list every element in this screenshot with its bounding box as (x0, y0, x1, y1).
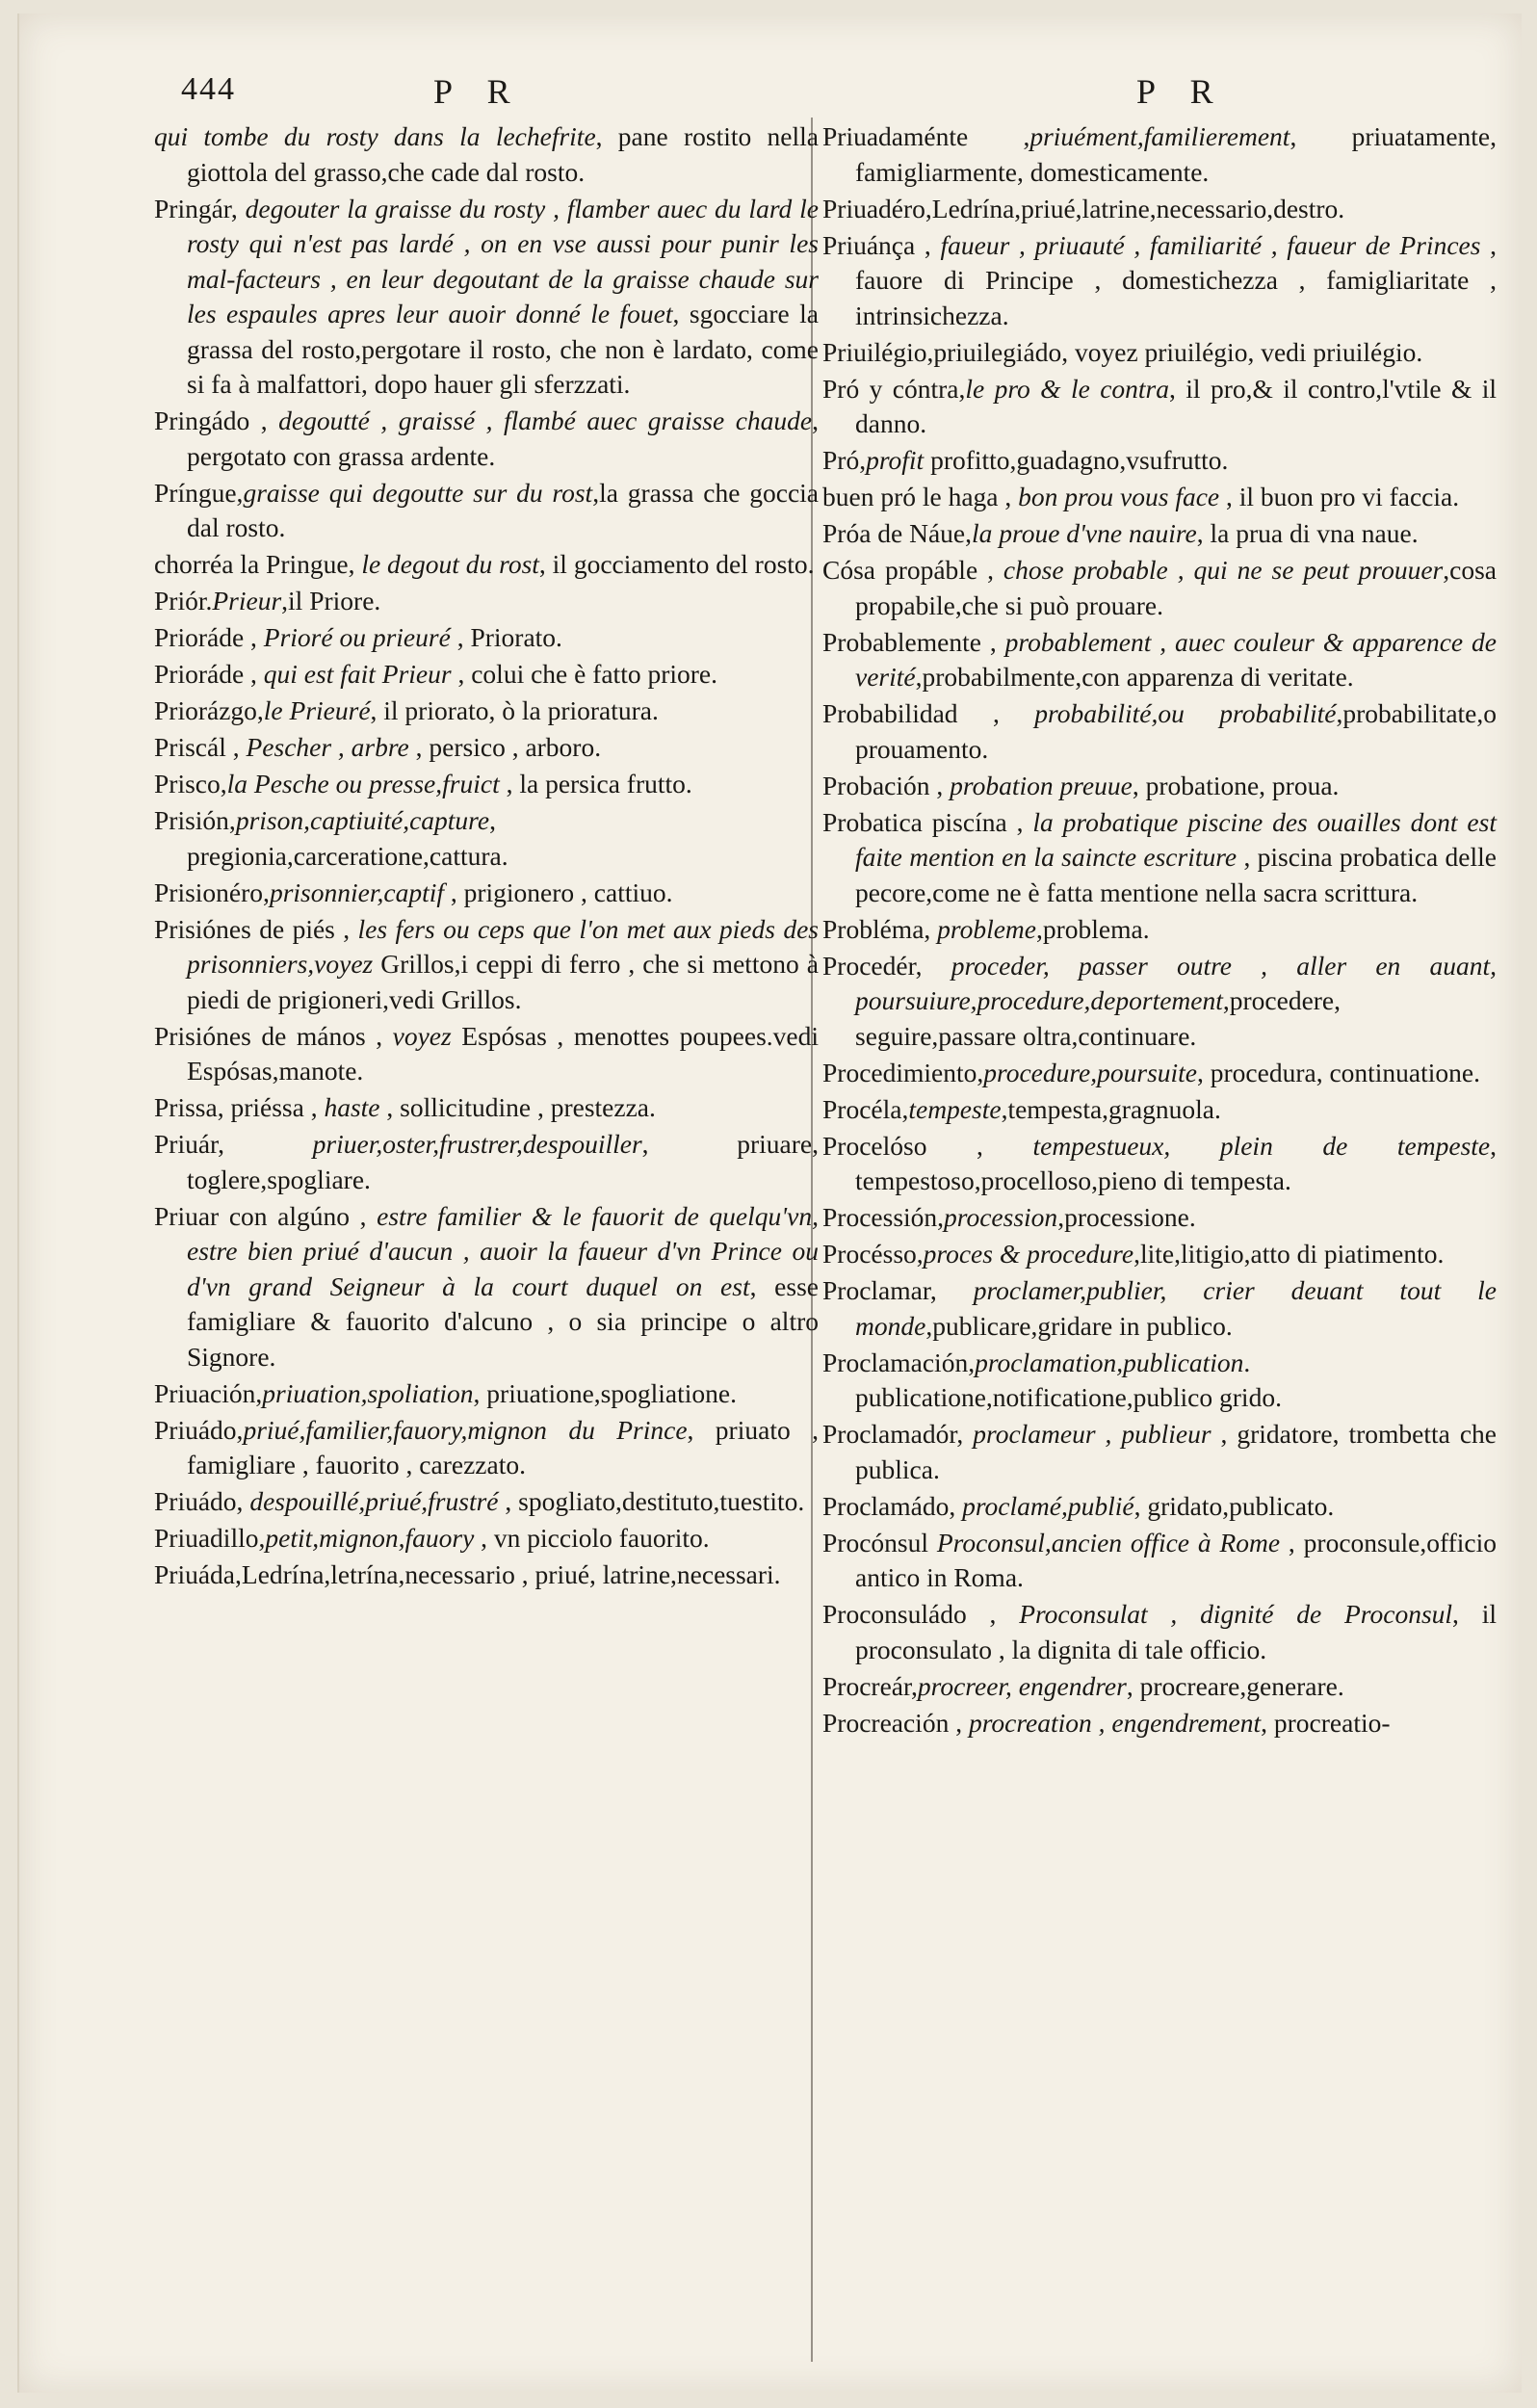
dictionary-entry (154, 584, 819, 619)
italian-gloss: , prigionero , cattiuo. (443, 877, 673, 907)
dictionary-entry (154, 1376, 819, 1412)
dictionary-entry (154, 1019, 819, 1089)
dictionary-entry (154, 1484, 819, 1520)
dictionary-entry (154, 1199, 819, 1375)
dictionary-entry (822, 1129, 1497, 1199)
headword: buen pró le haga , (822, 482, 1012, 511)
dictionary-entry (822, 1200, 1497, 1236)
french-gloss: proclameur , publieur (963, 1419, 1211, 1449)
italian-gloss: ,probabilitate,o prouamento. (855, 698, 1497, 764)
headword: Procedér, (822, 950, 923, 981)
italian-gloss: ,processione. (1057, 1202, 1196, 1232)
dictionary-entry (822, 1346, 1497, 1416)
french-gloss: bon prou vous face (1011, 482, 1220, 511)
italian-gloss: , il buon pro vi faccia. (1219, 482, 1460, 511)
dictionary-entry (154, 876, 819, 911)
dictionary-entry (822, 769, 1497, 804)
italian-gloss: profitto,guadagno,vsufrutto. (924, 445, 1229, 475)
italian-gloss: , colui che è fatto priore. (451, 659, 718, 689)
left-column (154, 119, 819, 1594)
italian-gloss: ,il Priore. (281, 586, 381, 615)
headword: Pró, (822, 445, 867, 475)
headword: Priuádo, (154, 1486, 244, 1516)
dictionary-entry (822, 443, 1497, 479)
italian-gloss: , esse famigliare & fauorito d'alcuno , o sia principe o altro Signore. (187, 1270, 819, 1372)
italian-gloss: ,problema. (1036, 913, 1150, 944)
french-gloss: qui est fait Prieur (256, 659, 452, 689)
italian-gloss: ,cosa propabile,che si può prouare. (855, 555, 1497, 620)
dictionary-entry (154, 1521, 819, 1557)
page-header (19, 64, 1522, 121)
italian-gloss: ,procedere, seguire,passare oltra,continuare. (855, 985, 1342, 1051)
headword: Priuar con algúno , (154, 1200, 367, 1231)
italian-gloss: , vn picciolo fauorito. (474, 1523, 710, 1553)
italian-gloss: ,publicare,gridare in publico. (925, 1310, 1233, 1341)
dictionary-entry (822, 625, 1497, 695)
headword: Priorázgo, (154, 695, 264, 725)
french-gloss: tempestueux, plein de tempeste (982, 1130, 1491, 1161)
dictionary-entry (154, 404, 819, 474)
french-gloss: petit,mignon,fauory (265, 1523, 475, 1553)
headword: Procreár, (822, 1670, 918, 1701)
headword: Procésso, (822, 1239, 924, 1269)
french-gloss: la probatique piscine des ouailles dont est faite mention en la saincte escriture (855, 806, 1497, 872)
dictionary-entry (154, 1557, 819, 1593)
headword: Probabilidad , (822, 698, 1000, 728)
italian-gloss: , procedura, continuatione. (1197, 1057, 1481, 1087)
italian-gloss: , procreatio- (1261, 1707, 1391, 1738)
dictionary-entry (822, 1669, 1497, 1705)
french-gloss: priuer,oster,frustrer,despouiller (223, 1129, 642, 1159)
headword: Priuación, (154, 1377, 263, 1408)
italian-gloss: , pane rostito nella giottola del grasso,che cade dal rosto. (187, 121, 819, 187)
italian-gloss: Espósas , menottes poupees.vedi Espósas,manote. (187, 1020, 820, 1086)
french-gloss: proceder, passer outre , aller en auant, poursuiure,procedure,deportement (855, 950, 1497, 1015)
french-gloss: priué,familier,fauory,mignon du Prince (243, 1414, 688, 1445)
headword: Prissa, priéssa , (154, 1092, 318, 1122)
running-head-right: P R (1136, 72, 1227, 111)
italian-gloss: Grillos,i ceppi di ferro , che si mettono à piedi de prigioneri,vedi Grillos. (187, 949, 819, 1014)
dictionary-entry (822, 192, 1497, 227)
headword: Probléma, (822, 913, 931, 944)
italian-gloss: , procreare,generare. (1126, 1670, 1344, 1701)
french-gloss: procreer, engendrer (917, 1670, 1127, 1701)
italian-gloss: , proconsule,officio antico in Roma. (855, 1527, 1498, 1592)
dictionary-entry (822, 1056, 1497, 1091)
dictionary-entry (154, 1413, 819, 1483)
headword: Prioráde , (154, 659, 257, 689)
french-gloss: proces & procedure (923, 1239, 1134, 1269)
french-gloss: despouillé,priué,frustré (243, 1486, 499, 1516)
headword: Prisiónes de mános , (154, 1020, 383, 1051)
french-gloss: tempeste (908, 1093, 1002, 1124)
french-gloss: le Prieuré (263, 695, 371, 725)
dictionary-entry (822, 805, 1497, 911)
french-gloss: haste (317, 1092, 380, 1122)
headword: Priuilégio, (822, 336, 934, 367)
dictionary-entry (154, 803, 819, 874)
french-gloss: la Pesche ou presse,fruict (226, 769, 500, 798)
italian-gloss: , il gocciamento del rosto. (538, 549, 815, 579)
french-gloss: qui tombe du rosty dans la lechefrite (154, 121, 596, 151)
french-gloss: probleme (930, 913, 1036, 944)
italian-gloss: . publicatione,notificatione,publico grido. (855, 1347, 1282, 1412)
dictionary-entry (822, 912, 1497, 948)
dictionary-entry (822, 516, 1497, 552)
headword: Priscál , (154, 732, 240, 762)
headword: Procedimiento, (822, 1057, 984, 1087)
italian-gloss: priuilegiádo, voyez priuilégio, vedi priuilégio. (933, 336, 1423, 367)
french-gloss: probation preuue (943, 770, 1133, 800)
dictionary-entry (154, 547, 819, 583)
headword: Priór. (154, 586, 213, 615)
dictionary-entry (154, 119, 819, 190)
headword: Prisco, (154, 769, 227, 798)
italian-gloss: , sollicitudine , prestezza. (379, 1092, 656, 1122)
dictionary-entry (154, 694, 819, 729)
dictionary-entry (822, 696, 1497, 767)
french-gloss: proclamation,publication (975, 1347, 1244, 1377)
dictionary-entry (154, 1090, 819, 1126)
italian-gloss: , piscina probatica delle pecore,come ne è fatta mentione nella sacra scrittura. (855, 842, 1497, 907)
french-gloss: procreation , engendrement (962, 1707, 1262, 1738)
italian-gloss: Ledrína,letrína,necessario , priué, latrine,necessari. (241, 1559, 781, 1589)
italian-gloss: ,lite,litigio,atto di piatimento. (1133, 1239, 1445, 1269)
headword: Prisión, (154, 805, 236, 835)
french-gloss: proclamé,publié (955, 1490, 1134, 1521)
italian-gloss: , il priorato, ò la prioratura. (370, 695, 659, 725)
french-gloss: le pro & le contra (965, 373, 1169, 404)
italian-gloss: , persico , arboro. (408, 732, 602, 762)
italian-gloss: ,la grassa che goccia dal rosto. (187, 477, 819, 542)
headword: Próa de Náue, (822, 518, 973, 548)
headword: Proconsuládo , (822, 1599, 997, 1629)
headword: Prioráde , (154, 622, 257, 652)
headword: Priuár, (154, 1129, 224, 1159)
headword: chorréa la Pringue, (154, 549, 355, 579)
french-gloss: prison,captiuité,capture (235, 805, 490, 835)
dictionary-entry (822, 553, 1497, 623)
italian-gloss: , priuatione,spogliatione. (473, 1377, 737, 1408)
headword: Priuáda, (154, 1559, 242, 1589)
dictionary-entry (822, 480, 1497, 515)
headword: Priuádo, (154, 1414, 244, 1445)
headword: Príngue, (154, 477, 244, 508)
dictionary-entry (822, 1237, 1497, 1272)
dictionary-entry (154, 767, 819, 802)
headword: Pringádo , (154, 406, 268, 435)
french-gloss: voyez (382, 1020, 452, 1051)
headword: Priuadillo, (154, 1523, 266, 1553)
dictionary-entry (822, 372, 1497, 442)
french-gloss: proclamer,publier, crier deuant tout le monde (855, 1275, 1497, 1341)
french-gloss: procession (944, 1202, 1058, 1232)
headword: Proclamación, (822, 1347, 976, 1377)
french-gloss: degouter la graisse du rosty , flamber auec du lard le rosty qui n'est pas lardé , on en vse aussi pour punir les mal-facteurs , en leur degoutant de la graisse chaude sur les espaules apres leur auoir donné le fouet (187, 193, 819, 328)
headword: Cósa propáble , (822, 555, 994, 585)
french-gloss: probablement , auec couleur & apparence de verité (855, 626, 1497, 692)
headword: Procreación , (822, 1707, 963, 1738)
dictionary-entry (154, 1127, 819, 1197)
italian-gloss: , il proconsulato , la dignita di tale officio. (855, 1599, 1498, 1664)
french-gloss: le degout du rost (354, 549, 539, 579)
headword: Processión, (822, 1202, 945, 1232)
italian-gloss: , pregionia,carceratione,cattura. (187, 805, 508, 871)
dictionary-entry (154, 912, 819, 1018)
headword: Prisiónes de piés , (154, 913, 351, 944)
italian-gloss: , priuare, toglere,spogliare. (187, 1129, 819, 1194)
dictionary-entry (822, 949, 1497, 1055)
headword: Probación , (822, 770, 944, 800)
italian-gloss: ,probabilmente,con apparenza di veritate. (915, 662, 1354, 692)
italian-gloss: , la persica frutto. (499, 769, 692, 798)
headword: Pringár, (154, 193, 238, 223)
italian-gloss: ,tempesta,gragnuola. (1001, 1093, 1221, 1124)
french-gloss: Proconsulat , dignité de Proconsul (996, 1599, 1453, 1629)
dictionary-entry (822, 335, 1497, 371)
french-gloss: priuation,spoliation (262, 1377, 474, 1408)
headword: Proclamadór, (822, 1419, 964, 1449)
dictionary-entry (154, 192, 819, 403)
dictionary-entry (822, 1417, 1497, 1487)
italian-gloss: , spogliato,destituto,tuestito. (498, 1486, 805, 1516)
dictionary-entry (822, 228, 1497, 334)
headword: Priuadéro, (822, 193, 932, 223)
italian-gloss: , probatione, proua. (1132, 770, 1340, 800)
italian-gloss: , pergotato con grassa ardente. (187, 406, 819, 471)
dictionary-entry (822, 1526, 1497, 1596)
dictionary-entry (822, 1706, 1497, 1741)
headword: Pró y cóntra, (822, 373, 966, 404)
italian-gloss: , priuatamente, famigliarmente, domesticamente. (855, 121, 1498, 187)
french-gloss: Pescher , arbre (239, 732, 409, 762)
italian-gloss: , Priorato. (450, 622, 562, 652)
french-gloss: profit (866, 445, 925, 475)
headword: Prisionéro, (154, 877, 270, 907)
dictionary-entry (822, 119, 1497, 190)
italian-gloss: , priuato , famigliare , fauorito , carezzato. (187, 1414, 819, 1479)
french-gloss: estre familier & le fauorit de quelqu'vn, estre bien priué d'aucun , auoir la faueur d'vn Prince ou d'vn grand Seigneur à la court duquel on est (187, 1200, 819, 1301)
italian-gloss: , gridatore, trombetta che publica. (855, 1419, 1497, 1484)
dictionary-entry (822, 1092, 1497, 1128)
french-gloss: Prioré ou prieuré (256, 622, 451, 652)
french-gloss: degoutté , graissé , flambé auec graisse chaude (267, 406, 813, 435)
french-gloss: graisse qui degoutte sur du rost (243, 477, 593, 508)
dictionary-entry (154, 730, 819, 766)
french-gloss: procedure,poursuite (983, 1057, 1198, 1087)
italian-gloss: , gridato,publicato. (1133, 1490, 1335, 1521)
italian-gloss: , tempestoso,procelloso,pieno di tempesta. (855, 1130, 1497, 1195)
headword: Priuadaménte , (822, 121, 1030, 151)
french-gloss: les fers ou ceps que l'on met aux pieds des prisonniers,voyez (187, 913, 819, 979)
running-head-left: P R (433, 72, 524, 111)
dictionary-entry (822, 1489, 1497, 1525)
italian-gloss: , la prua di vna naue. (1196, 518, 1419, 548)
headword: Procelóso , (822, 1130, 983, 1161)
dictionary-entry (822, 1597, 1497, 1667)
italian-gloss: , sgocciare la grassa del rosto,pergotare il rosto, che non è lardato, come si fa à malfattori, dopo hauer gli sferzzati. (187, 299, 820, 399)
headword: Procéla, (822, 1093, 909, 1124)
headword: Procónsul (822, 1527, 928, 1557)
dictionary-entry (154, 620, 819, 656)
dictionary-entry (154, 476, 819, 546)
french-gloss: Prieur (212, 586, 282, 615)
book-page (17, 13, 1522, 2393)
italian-gloss: Ledrína,priué,latrine,necessario,destro. (931, 193, 1345, 223)
french-gloss: probabilité,ou probabilité (999, 698, 1337, 728)
headword: Proclamar, (822, 1275, 937, 1305)
french-gloss: priuément,familierement (1029, 121, 1290, 151)
italian-gloss: , fauore di Principe , domestichezza , famigliaritate , intrinsichezza. (855, 229, 1497, 330)
dictionary-entry (822, 1273, 1497, 1344)
headword: Priuánça , (822, 229, 931, 260)
right-column (822, 119, 1497, 1742)
french-gloss: faueur , priuauté , familiarité , faueur de Princes (930, 229, 1481, 260)
headword: Probatica piscína , (822, 806, 1024, 837)
headword: Proclamádo, (822, 1490, 956, 1521)
french-gloss: chose probable , qui ne se peut prouuer (993, 555, 1444, 585)
french-gloss: Proconsul,ancien office à Rome (928, 1527, 1281, 1557)
dictionary-entry (154, 657, 819, 693)
french-gloss: la proue d'vne nauire (972, 518, 1197, 548)
folio-number: 444 (181, 71, 236, 107)
italian-gloss: , il pro,& il contro,l'vtile & il danno. (855, 373, 1498, 438)
french-gloss: prisonnier,captif (269, 877, 444, 907)
headword: Probablemente , (822, 626, 997, 657)
